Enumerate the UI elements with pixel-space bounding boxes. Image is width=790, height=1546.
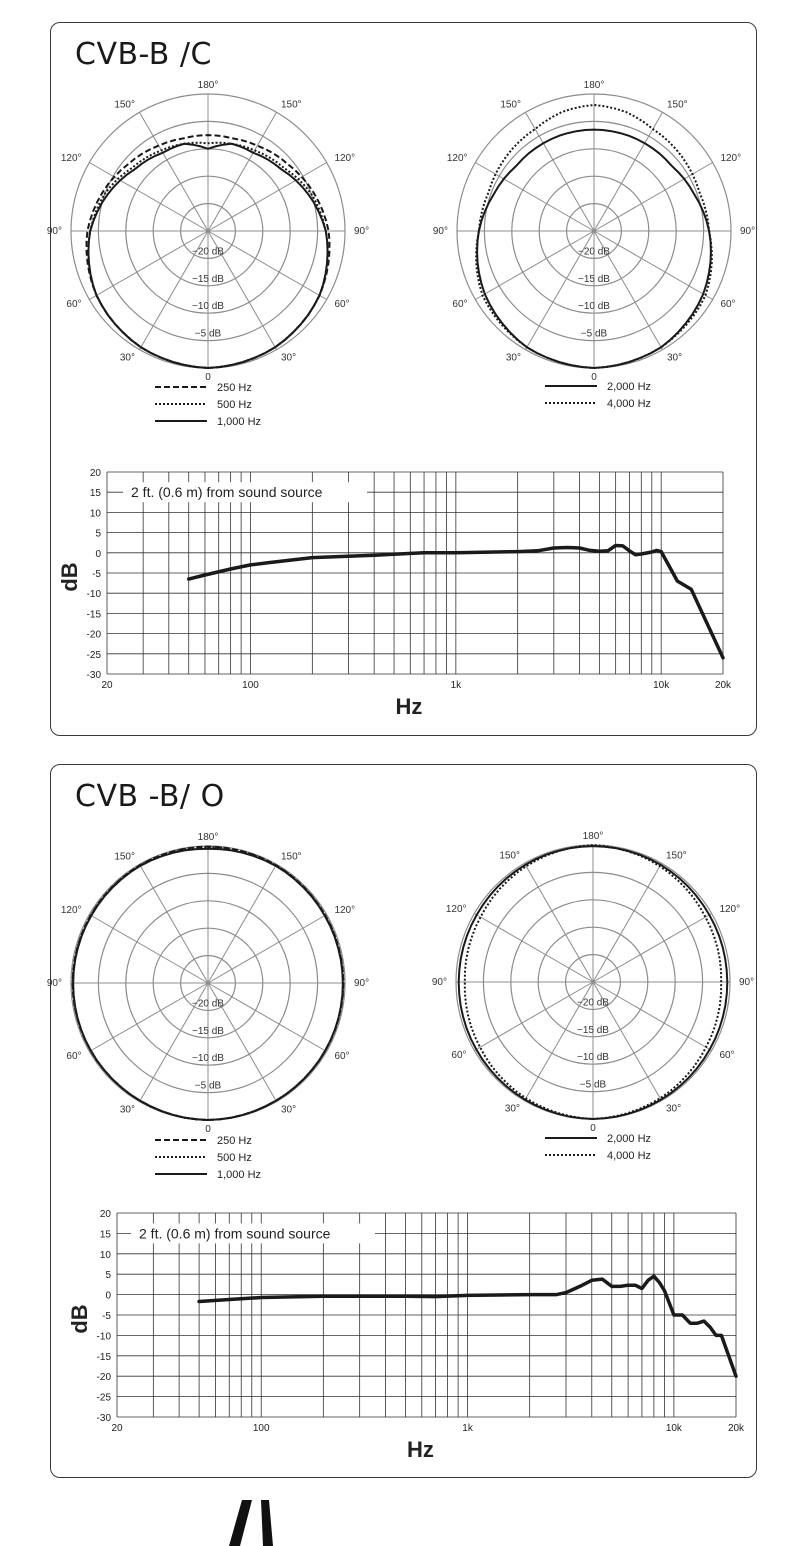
angle-tick-label: 90° bbox=[46, 978, 62, 989]
y-tick-label: -25 bbox=[96, 1392, 111, 1404]
polar-spoke bbox=[525, 863, 594, 982]
y-axis-title: dB bbox=[67, 1304, 92, 1334]
db-ring-label: −15 dB bbox=[578, 273, 610, 285]
polar-spoke bbox=[593, 863, 662, 982]
polar-spoke bbox=[593, 982, 712, 1051]
x-tick-label: 20 bbox=[101, 680, 113, 691]
angle-tick-label: 0 bbox=[590, 1123, 596, 1134]
panel-title: CVB -B/ O bbox=[75, 779, 225, 814]
db-ring-label: −15 dB bbox=[577, 1024, 609, 1036]
angle-tick-label: 150° bbox=[281, 851, 302, 863]
angle-tick-label: 180° bbox=[583, 80, 605, 91]
angle-tick-label: 30° bbox=[281, 352, 297, 364]
angle-tick-label: 150° bbox=[500, 99, 521, 111]
polar-chart bbox=[47, 832, 369, 1181]
angle-tick-label: 0 bbox=[591, 372, 597, 383]
annotation-label: 2 ft. (0.6 m) from sound source bbox=[139, 1225, 331, 1242]
polar-spoke bbox=[208, 915, 327, 984]
panel-cvb-b-o bbox=[46, 764, 757, 1478]
angle-tick-label: 90° bbox=[432, 226, 448, 237]
y-tick-label: 15 bbox=[99, 1229, 111, 1241]
angle-tick-label: 30° bbox=[119, 1104, 135, 1116]
polar-spoke bbox=[474, 914, 593, 983]
angle-tick-label: 0 bbox=[205, 1124, 211, 1135]
angle-tick-label: 180° bbox=[197, 832, 219, 843]
legend-label: 1,000 Hz bbox=[217, 1169, 262, 1181]
angle-tick-label: 90° bbox=[46, 226, 62, 237]
y-tick-label: -20 bbox=[86, 629, 101, 641]
angle-tick-label: 120° bbox=[60, 153, 82, 164]
angle-tick-label: 120° bbox=[719, 904, 741, 915]
y-tick-label: 15 bbox=[89, 488, 101, 500]
angle-tick-label: 150° bbox=[666, 850, 687, 862]
angle-tick-label: 60° bbox=[334, 1051, 350, 1062]
angle-tick-label: 90° bbox=[740, 226, 756, 237]
angle-tick-label: 90° bbox=[354, 978, 370, 989]
angle-tick-label: 30° bbox=[666, 1103, 682, 1115]
db-ring-label: −5 dB bbox=[579, 1079, 607, 1091]
db-ring-label: −10 dB bbox=[192, 301, 224, 313]
angle-tick-label: 150° bbox=[499, 850, 520, 862]
x-axis-title: Hz bbox=[407, 1437, 434, 1462]
angle-tick-label: 120° bbox=[334, 905, 356, 916]
y-tick-label: -30 bbox=[86, 670, 101, 681]
db-ring-label: −20 dB bbox=[192, 246, 224, 258]
x-tick-label: 1k bbox=[462, 1423, 473, 1434]
angle-tick-label: 60° bbox=[66, 299, 82, 310]
angle-tick-label: 30° bbox=[667, 352, 683, 364]
angle-tick-label: 30° bbox=[504, 1103, 520, 1115]
polar-chart bbox=[47, 80, 369, 428]
y-tick-label: 10 bbox=[99, 1249, 111, 1261]
y-tick-label: -5 bbox=[92, 569, 101, 580]
angle-tick-label: 30° bbox=[281, 1104, 297, 1116]
frequency-response-chart bbox=[57, 468, 732, 719]
angle-tick-label: 90° bbox=[354, 226, 370, 237]
frequency-response-chart bbox=[67, 1209, 745, 1462]
db-ring-label: −10 dB bbox=[192, 1053, 224, 1065]
angle-tick-label: 150° bbox=[114, 851, 135, 863]
db-ring-label: −20 dB bbox=[578, 246, 610, 258]
y-tick-label: -5 bbox=[102, 1311, 111, 1322]
panel-charts bbox=[46, 765, 756, 1477]
y-tick-label: 10 bbox=[89, 508, 101, 520]
polar-spoke bbox=[89, 915, 208, 984]
angle-tick-label: 150° bbox=[114, 99, 135, 111]
y-tick-label: 5 bbox=[95, 528, 101, 540]
x-tick-label: 10k bbox=[653, 680, 670, 691]
x-tick-label: 20k bbox=[727, 1423, 745, 1434]
y-tick-label: -15 bbox=[96, 1351, 111, 1363]
db-ring-label: −10 dB bbox=[578, 301, 610, 313]
polar-spoke bbox=[208, 231, 327, 300]
angle-tick-label: 60° bbox=[451, 1050, 467, 1061]
polar-spoke bbox=[208, 864, 277, 983]
y-tick-label: -25 bbox=[86, 649, 101, 661]
angle-tick-label: 180° bbox=[197, 80, 219, 91]
polar-spoke bbox=[475, 231, 594, 300]
y-tick-label: -10 bbox=[86, 589, 101, 601]
angle-tick-label: 120° bbox=[446, 153, 468, 164]
x-tick-label: 1k bbox=[450, 680, 462, 691]
y-tick-label: 20 bbox=[99, 1209, 111, 1220]
y-tick-label: -20 bbox=[96, 1372, 111, 1384]
legend-label: 1,000 Hz bbox=[217, 416, 262, 428]
microphone-stand-icon bbox=[215, 1500, 295, 1546]
y-tick-label: 5 bbox=[105, 1270, 111, 1282]
angle-tick-label: 30° bbox=[119, 352, 135, 364]
x-tick-label: 100 bbox=[242, 680, 259, 691]
polar-spoke bbox=[140, 112, 209, 231]
y-tick-label: 20 bbox=[89, 468, 101, 479]
polar-spoke bbox=[594, 231, 713, 300]
legend-label: 250 Hz bbox=[217, 382, 252, 394]
angle-tick-label: 60° bbox=[66, 1051, 82, 1062]
y-tick-label: -10 bbox=[96, 1331, 111, 1343]
x-tick-label: 100 bbox=[252, 1423, 270, 1434]
annotation-label: 2 ft. (0.6 m) from sound source bbox=[131, 484, 323, 501]
angle-tick-label: 60° bbox=[452, 299, 468, 310]
y-tick-label: -15 bbox=[86, 609, 101, 621]
db-ring-label: −10 dB bbox=[577, 1052, 609, 1064]
legend-label: 2,000 Hz bbox=[607, 381, 652, 393]
polar-chart bbox=[432, 831, 754, 1162]
db-ring-label: −20 dB bbox=[192, 998, 224, 1010]
angle-tick-label: 30° bbox=[505, 352, 521, 364]
x-tick-label: 10k bbox=[665, 1423, 682, 1434]
angle-tick-label: 120° bbox=[60, 905, 82, 916]
panel-title: CVB-B /C bbox=[75, 37, 212, 72]
polar-spoke bbox=[474, 982, 593, 1051]
angle-tick-label: 90° bbox=[739, 977, 755, 988]
panel-cvb-b-c bbox=[46, 22, 757, 736]
y-tick-label: -30 bbox=[96, 1413, 111, 1424]
polar-spoke bbox=[89, 983, 208, 1052]
x-tick-label: 20k bbox=[714, 680, 732, 691]
polar-spoke bbox=[140, 864, 209, 983]
panel-charts bbox=[46, 23, 756, 735]
legend-label: 4,000 Hz bbox=[607, 398, 652, 410]
polar-chart bbox=[433, 80, 755, 410]
db-ring-label: −5 dB bbox=[194, 328, 222, 340]
angle-tick-label: 0 bbox=[205, 372, 211, 383]
y-tick-label: 0 bbox=[95, 548, 101, 560]
y-tick-label: 0 bbox=[105, 1290, 111, 1302]
x-axis-title: Hz bbox=[395, 694, 423, 719]
legend-label: 500 Hz bbox=[217, 1152, 252, 1164]
legend-label: 500 Hz bbox=[217, 399, 252, 411]
angle-tick-label: 180° bbox=[582, 831, 604, 842]
angle-tick-label: 150° bbox=[667, 99, 688, 111]
polar-spoke bbox=[208, 983, 327, 1052]
angle-tick-label: 120° bbox=[334, 153, 356, 164]
db-ring-label: −15 dB bbox=[192, 1025, 224, 1037]
polar-spoke bbox=[593, 914, 712, 983]
angle-tick-label: 60° bbox=[334, 299, 350, 310]
polar-spoke bbox=[208, 112, 277, 231]
angle-tick-label: 60° bbox=[719, 1050, 735, 1061]
angle-tick-label: 120° bbox=[445, 904, 467, 915]
db-ring-label: −5 dB bbox=[194, 1080, 222, 1092]
legend-label: 4,000 Hz bbox=[607, 1150, 652, 1162]
legend-label: 250 Hz bbox=[217, 1135, 252, 1147]
y-axis-title: dB bbox=[57, 562, 82, 592]
x-tick-label: 20 bbox=[111, 1423, 123, 1434]
angle-tick-label: 120° bbox=[720, 153, 742, 164]
angle-tick-label: 60° bbox=[720, 299, 736, 310]
angle-tick-label: 150° bbox=[281, 99, 302, 111]
polar-spoke bbox=[89, 231, 208, 300]
db-ring-label: −5 dB bbox=[580, 328, 608, 340]
angle-tick-label: 90° bbox=[431, 977, 447, 988]
db-ring-label: −20 dB bbox=[577, 997, 609, 1009]
db-ring-label: −15 dB bbox=[192, 273, 224, 285]
legend-label: 2,000 Hz bbox=[607, 1133, 652, 1145]
